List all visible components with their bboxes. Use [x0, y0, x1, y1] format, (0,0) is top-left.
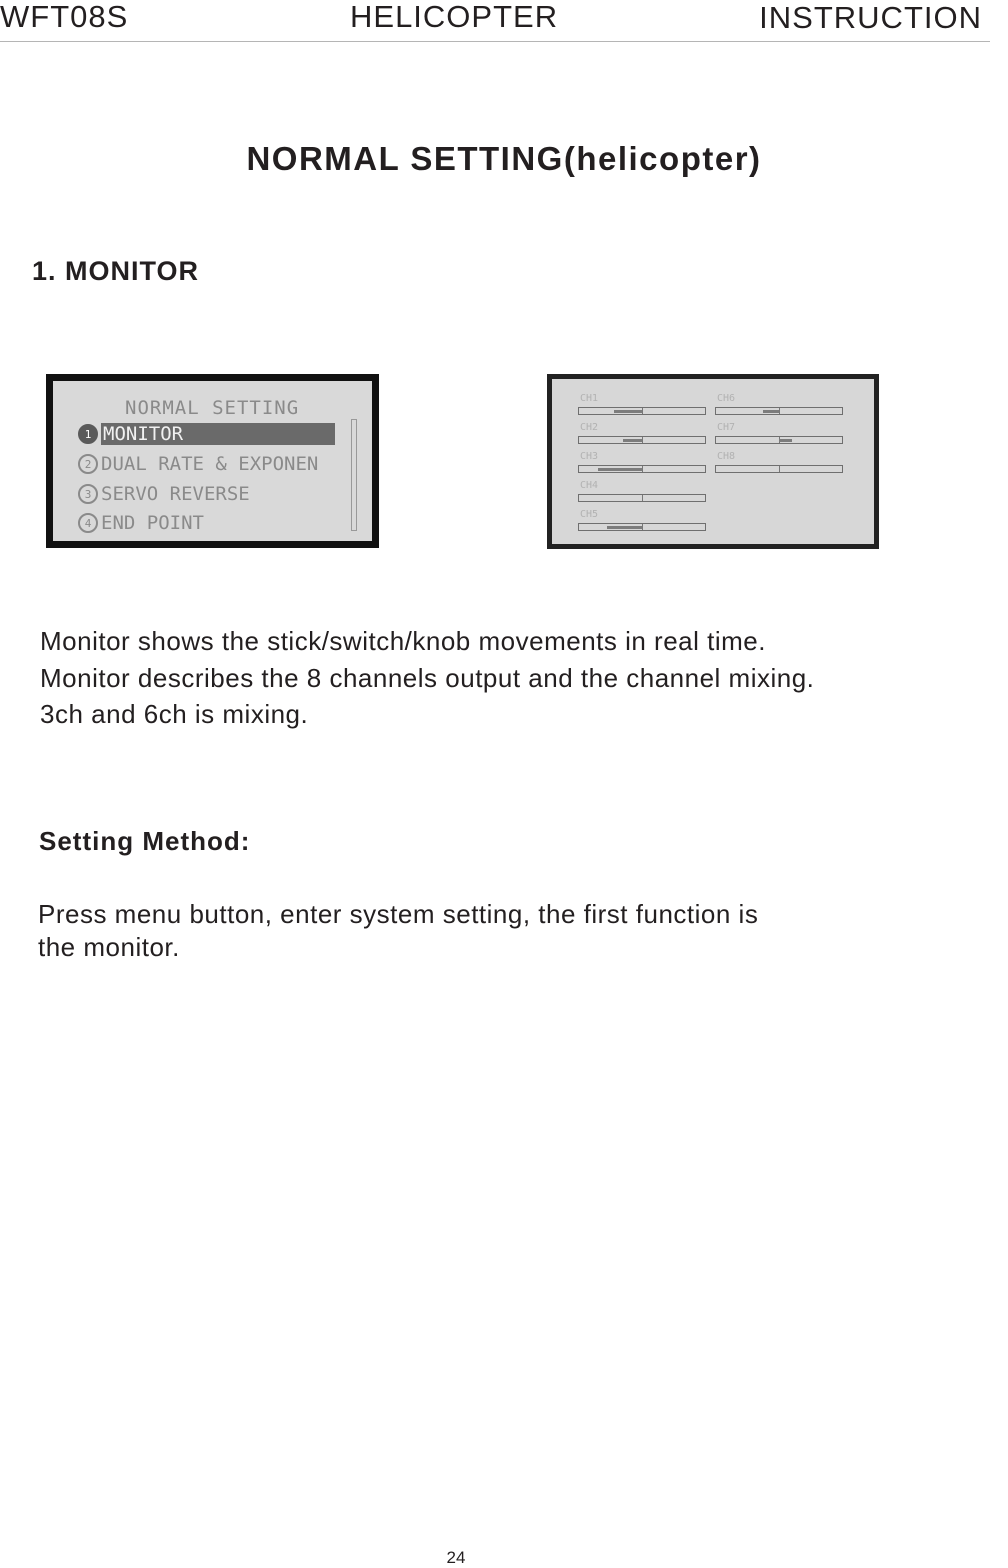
- channel-label: CH8: [717, 451, 736, 462]
- channel-bar: [578, 465, 706, 473]
- section-title: 1. MONITOR: [32, 256, 200, 286]
- channel-bar: [715, 465, 843, 473]
- menu-item-number: 3: [78, 484, 98, 504]
- menu-scrollbar: [351, 419, 357, 531]
- page-number: 24: [446, 1548, 466, 1567]
- setting-method-line: Press menu button, enter system setting, the first function is: [38, 899, 759, 929]
- channel-label: CH7: [717, 422, 736, 433]
- channel-label: CH5: [580, 509, 599, 520]
- channel-label: CH4: [580, 480, 599, 491]
- channel-bar-center: [779, 408, 780, 414]
- channel-bar: [578, 494, 706, 502]
- menu-item-number: 1: [78, 424, 98, 444]
- channel-bar-fill: [763, 410, 779, 413]
- menu-item-dual-rate: [78, 451, 337, 477]
- channel-bar-fill: [607, 526, 642, 529]
- description-line: 3ch and 6ch is mixing.: [40, 699, 309, 729]
- channel-bar: [578, 523, 706, 531]
- channel-bar: [715, 407, 843, 415]
- channel-bar-center: [642, 466, 643, 472]
- menu-screen-display: [53, 381, 372, 541]
- menu-item-servo-reverse: [78, 481, 250, 507]
- channel-bar-fill: [614, 410, 642, 413]
- channel-monitor-display: [552, 379, 874, 544]
- menu-item-label: SERVO REVERSE: [101, 483, 250, 505]
- header-category: HELICOPTER: [350, 0, 559, 34]
- menu-item-number: 2: [78, 454, 98, 474]
- menu-item-end-point: [78, 510, 204, 536]
- menu-item-monitor: [78, 421, 335, 447]
- channel-label: CH3: [580, 451, 599, 462]
- setting-method-text: [38, 898, 758, 964]
- header-doc-type: INSTRUCTION: [759, 0, 982, 35]
- channel-bar-fill: [623, 439, 642, 442]
- channel-monitor-image: [547, 374, 879, 549]
- channel-bar-center: [642, 408, 643, 414]
- channel-bar-fill: [598, 468, 642, 471]
- menu-screen-image: [46, 374, 379, 548]
- menu-item-label: DUAL RATE & EXPONEN: [101, 453, 319, 475]
- description-text: [40, 623, 814, 733]
- channel-bar-center: [642, 437, 643, 443]
- description-line: Monitor describes the 8 channels output and the channel mixing.: [40, 662, 815, 693]
- channel-bar-center: [642, 524, 643, 530]
- header-model: WFT08S: [0, 0, 129, 34]
- description-line: Monitor shows the stick/switch/knob movements in real time.: [40, 626, 766, 656]
- channel-label: CH2: [580, 422, 599, 433]
- channel-bar: [578, 407, 706, 415]
- channel-bar-center: [642, 495, 643, 501]
- menu-item-label: END POINT: [101, 512, 204, 534]
- setting-method-line: the monitor.: [38, 932, 180, 962]
- channel-label: CH1: [580, 393, 599, 404]
- channel-bar-fill: [779, 439, 792, 442]
- channel-bar-center: [779, 466, 780, 472]
- setting-method-heading: Setting Method:: [39, 826, 251, 856]
- channel-bar: [715, 436, 843, 444]
- menu-item-label: MONITOR: [101, 423, 335, 445]
- header-divider: [0, 41, 990, 42]
- channel-label: CH6: [717, 393, 736, 404]
- channel-bar: [578, 436, 706, 444]
- menu-item-number: 4: [78, 513, 98, 533]
- page-title: NORMAL SETTING(helicopter): [246, 140, 762, 177]
- menu-screen-heading: NORMAL SETTING: [125, 397, 300, 419]
